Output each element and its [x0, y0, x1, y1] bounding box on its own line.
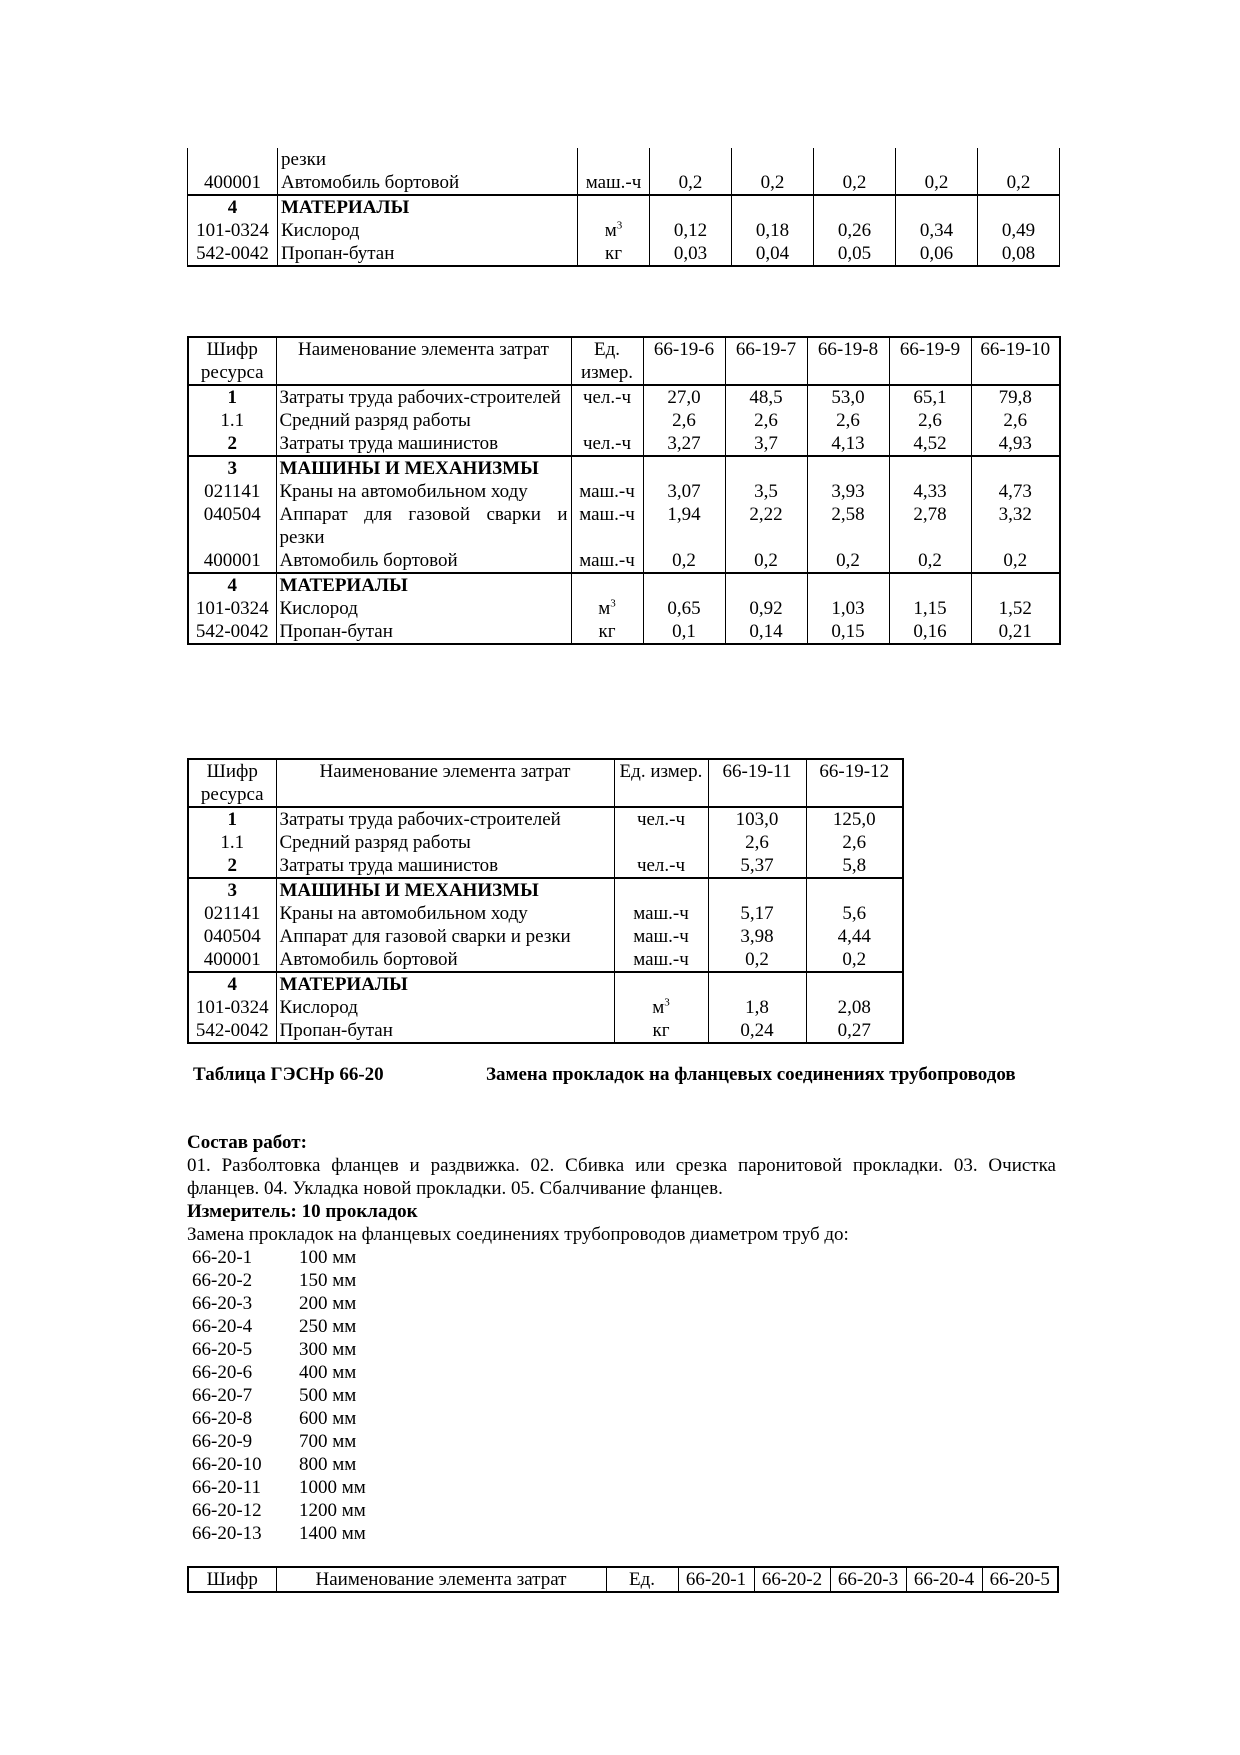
- code-list-item: 66-20-11 1000 мм: [192, 1477, 366, 1498]
- cell-value: 27,0: [643, 385, 725, 409]
- cell-value: 0,26: [814, 219, 896, 242]
- cell-value: 2,6: [807, 409, 889, 432]
- cell-value: 0,2: [725, 549, 807, 573]
- cell-name: Затраты труда машинистов: [276, 432, 571, 456]
- cell-unit: маш.-ч: [614, 902, 708, 925]
- cell-value: 2,6: [971, 409, 1060, 432]
- col-header-name: Наименование элемента затрат: [276, 337, 571, 385]
- col-header-rate: 66-19-6: [643, 337, 725, 385]
- cell-value: 2,6: [643, 409, 725, 432]
- table-row: [188, 620, 1060, 644]
- cell-unit: маш.-ч: [614, 948, 708, 972]
- cell-value: 0,2: [807, 549, 889, 573]
- cell-code: 1: [188, 385, 276, 409]
- code-list-item: 66-20-4 250 мм: [192, 1316, 357, 1337]
- cell-name: Затраты труда рабочих-строителей: [276, 385, 571, 409]
- table-row: [188, 1019, 903, 1043]
- col-header-name: Наименование элемента затрат: [276, 759, 614, 807]
- cell-name: Аппарат для газовой сварки и резки: [276, 503, 571, 549]
- cell-value: 0,24: [708, 1019, 806, 1043]
- table-66-19-11-12: [187, 758, 904, 1044]
- cell-name: Краны на автомобильном ходу: [276, 902, 614, 925]
- cell-name: Кислород: [278, 219, 578, 242]
- col-header-rate: 66-19-9: [889, 337, 971, 385]
- cell-code: 021141: [188, 902, 276, 925]
- cell-name: Средний разряд работы: [276, 831, 614, 854]
- table-66-19-cont: [187, 148, 1060, 267]
- cell-code: 400001: [188, 549, 276, 573]
- cell-unit: маш.-ч: [571, 549, 643, 573]
- cell-value: 0,2: [814, 171, 896, 195]
- table-header-row: [188, 759, 903, 807]
- table-row: [188, 925, 903, 948]
- cell-unit: [614, 831, 708, 854]
- col-header-code: Шифр ресурса: [188, 337, 276, 385]
- cell-name: Автомобиль бортовой: [276, 948, 614, 972]
- cell-value: 0,08: [978, 242, 1060, 266]
- code-list: [192, 1246, 366, 1545]
- code-list-item: 66-20-13 1400 мм: [192, 1523, 366, 1544]
- cell-name: резки: [278, 148, 578, 171]
- cell-value: 4,44: [806, 925, 903, 948]
- col-header-rate: 66-19-11: [708, 759, 806, 807]
- table-row: [188, 171, 1060, 195]
- cell-value: 0,12: [650, 219, 732, 242]
- code-list-item: 66-20-3 200 мм: [192, 1293, 357, 1314]
- cell-value: 4,93: [971, 432, 1060, 456]
- cell-value: 2,6: [889, 409, 971, 432]
- cell-unit: $м^3$: [571, 597, 643, 620]
- col-header-unit: Ед.: [606, 1567, 678, 1592]
- cell-value: 125,0: [806, 807, 903, 831]
- table-66-19-6-10: [187, 336, 1061, 645]
- cell-name: Затраты труда машинистов: [276, 854, 614, 878]
- section-title: МАТЕРИАЛЫ: [276, 972, 614, 996]
- col-header-rate: 66-19-7: [725, 337, 807, 385]
- section-number: 4: [188, 972, 276, 996]
- code-list-item: 66-20-5 300 мм: [192, 1339, 357, 1360]
- cell-value: 1,15: [889, 597, 971, 620]
- cell-name: Средний разряд работы: [276, 409, 571, 432]
- table-row: [188, 480, 1060, 503]
- cell-code: 101-0324: [188, 996, 276, 1019]
- section-number: 4: [188, 195, 278, 219]
- cell-value: 1,52: [971, 597, 1060, 620]
- cell-value: 0,2: [978, 171, 1060, 195]
- cell-code: 542-0042: [188, 620, 276, 644]
- cell-code: 2: [188, 432, 276, 456]
- cell-unit: маш.-ч: [571, 480, 643, 503]
- table-row: [188, 148, 1060, 171]
- table-row: [188, 854, 903, 878]
- cell-unit: $м^3$: [614, 996, 708, 1019]
- cell-code: 400001: [188, 948, 276, 972]
- table-66-20-header: [187, 1566, 1059, 1593]
- cell-code: 400001: [188, 171, 278, 195]
- cell-code: 101-0324: [188, 219, 278, 242]
- cell-value: 5,8: [806, 854, 903, 878]
- cell-value: 65,1: [889, 385, 971, 409]
- cell-value: 3,5: [725, 480, 807, 503]
- section-title: МАТЕРИАЛЫ: [276, 573, 571, 597]
- cell-value: 0,2: [896, 171, 978, 195]
- col-header-code: Шифр ресурса: [188, 759, 276, 807]
- cell-value: 0,15: [807, 620, 889, 644]
- col-header-rate: 66-20-2: [754, 1567, 830, 1592]
- cell-value: 0,2: [650, 171, 732, 195]
- section-row: [188, 573, 1060, 597]
- cell-code: 2: [188, 854, 276, 878]
- code-list-item: 66-20-8 600 мм: [192, 1408, 357, 1429]
- table-label: Таблица ГЭСНр 66-20: [193, 1064, 384, 1085]
- cell-value: 0,92: [725, 597, 807, 620]
- cell-code: 040504: [188, 503, 276, 549]
- cell-value: 0,49: [978, 219, 1060, 242]
- cell-unit: кг: [571, 620, 643, 644]
- cell-value: 2,08: [806, 996, 903, 1019]
- section-title: МАШИНЫ И МЕХАНИЗМЫ: [276, 456, 571, 480]
- col-header-rate: 66-19-12: [806, 759, 903, 807]
- cell-value: 0,65: [643, 597, 725, 620]
- cell-value: 0,14: [725, 620, 807, 644]
- cell-code: 1.1: [188, 831, 276, 854]
- code-list-item: 66-20-7 500 мм: [192, 1385, 357, 1406]
- cell-value: 0,2: [889, 549, 971, 573]
- cell-value: 5,17: [708, 902, 806, 925]
- table-row: [188, 996, 903, 1019]
- cell-name: Кислород: [276, 597, 571, 620]
- cell-value: 0,03: [650, 242, 732, 266]
- cell-name: Аппарат для газовой сварки и резки: [276, 925, 614, 948]
- composition-heading: Состав работ:: [187, 1132, 307, 1153]
- cell-value: 4,13: [807, 432, 889, 456]
- cell-unit: чел.-ч: [614, 807, 708, 831]
- cell-value: 3,93: [807, 480, 889, 503]
- cell-code: 101-0324: [188, 597, 276, 620]
- col-header-unit: Ед. измер.: [571, 337, 643, 385]
- table-row: [188, 432, 1060, 456]
- intro-text: Замена прокладок на фланцевых соединениях трубопроводов диаметром труб до:: [187, 1224, 849, 1245]
- cell-value: 0,21: [971, 620, 1060, 644]
- cell-value: 0,18: [732, 219, 814, 242]
- section-title: МАШИНЫ И МЕХАНИЗМЫ: [276, 878, 614, 902]
- cell-unit: чел.-ч: [614, 854, 708, 878]
- table-row: [188, 219, 1060, 242]
- cell-value: 2,6: [806, 831, 903, 854]
- cell-value: 3,32: [971, 503, 1060, 549]
- cell-name: Автомобиль бортовой: [276, 549, 571, 573]
- cell-value: 1,94: [643, 503, 725, 549]
- table-row: [188, 503, 1060, 549]
- col-header-unit: Ед. измер.: [614, 759, 708, 807]
- cell-name: Автомобиль бортовой: [278, 171, 578, 195]
- cell-unit: чел.-ч: [571, 385, 643, 409]
- cell-unit: маш.-ч: [571, 503, 643, 549]
- cell-code: 021141: [188, 480, 276, 503]
- cell-value: 0,2: [971, 549, 1060, 573]
- code-list-item: 66-20-2 150 мм: [192, 1270, 357, 1291]
- table-row: [188, 242, 1060, 266]
- cell-name: Краны на автомобильном ходу: [276, 480, 571, 503]
- cell-value: 0,06: [896, 242, 978, 266]
- cell-value: 5,37: [708, 854, 806, 878]
- col-header-rate: 66-20-3: [830, 1567, 906, 1592]
- cell-code: 1.1: [188, 409, 276, 432]
- section-row: [188, 878, 903, 902]
- cell-name: Кислород: [276, 996, 614, 1019]
- table-row: [188, 807, 903, 831]
- section-row: [188, 972, 903, 996]
- table-row: [188, 409, 1060, 432]
- section-number: 3: [188, 456, 276, 480]
- col-header-rate: 66-20-5: [982, 1567, 1058, 1592]
- table-row: [188, 597, 1060, 620]
- cell-value: 0,27: [806, 1019, 903, 1043]
- cell-value: 0,04: [732, 242, 814, 266]
- table-row: [188, 385, 1060, 409]
- cell-value: 3,27: [643, 432, 725, 456]
- cell-code: 542-0042: [188, 1019, 276, 1043]
- cell-value: 4,33: [889, 480, 971, 503]
- cell-value: 5,6: [806, 902, 903, 925]
- col-header-code: Шифр: [188, 1567, 276, 1592]
- meter-label: Измеритель: 10 прокладок: [187, 1201, 418, 1222]
- cell-name: Пропан-бутан: [276, 620, 571, 644]
- cell-code: 1: [188, 807, 276, 831]
- table-row: [188, 948, 903, 972]
- cell-code: 542-0042: [188, 242, 278, 266]
- cell-unit: [571, 409, 643, 432]
- cell-value: 3,07: [643, 480, 725, 503]
- cell-value: 0,2: [806, 948, 903, 972]
- section-row: [188, 195, 1060, 219]
- cell-value: 48,5: [725, 385, 807, 409]
- cell-value: 2,22: [725, 503, 807, 549]
- cell-name: Пропан-бутан: [278, 242, 578, 266]
- table-header-row: [188, 337, 1060, 385]
- code-list-item: 66-20-6 400 мм: [192, 1362, 357, 1383]
- table-header-row: [188, 1567, 1058, 1592]
- code-list-item: 66-20-9 700 мм: [192, 1431, 357, 1452]
- table-row: [188, 549, 1060, 573]
- cell-unit: маш.-ч: [578, 171, 650, 195]
- cell-unit: маш.-ч: [614, 925, 708, 948]
- cell-value: 1,8: [708, 996, 806, 1019]
- cell-unit: чел.-ч: [571, 432, 643, 456]
- cell-value: 0,16: [889, 620, 971, 644]
- cell-unit: кг: [614, 1019, 708, 1043]
- cell-value: 2,6: [708, 831, 806, 854]
- table-row: [188, 902, 903, 925]
- table-row: [188, 831, 903, 854]
- cell-value: 2,6: [725, 409, 807, 432]
- section-number: 3: [188, 878, 276, 902]
- col-header-rate: 66-20-4: [906, 1567, 982, 1592]
- section-row: [188, 456, 1060, 480]
- col-header-rate: 66-19-8: [807, 337, 889, 385]
- section-title: МАТЕРИАЛЫ: [278, 195, 578, 219]
- cell-value: 2,58: [807, 503, 889, 549]
- cell-code: 040504: [188, 925, 276, 948]
- cell-name: Затраты труда рабочих-строителей: [276, 807, 614, 831]
- code-list-item: 66-20-10 800 мм: [192, 1454, 357, 1475]
- cell-value: 0,2: [732, 171, 814, 195]
- col-header-rate: 66-20-1: [678, 1567, 754, 1592]
- cell-value: 53,0: [807, 385, 889, 409]
- cell-value: 4,73: [971, 480, 1060, 503]
- cell-unit: кг: [578, 242, 650, 266]
- cell-value: 4,52: [889, 432, 971, 456]
- cell-value: 3,98: [708, 925, 806, 948]
- code-list-item: 66-20-1 100 мм: [192, 1247, 357, 1268]
- cell-value: 0,2: [643, 549, 725, 573]
- cell-value: 3,7: [725, 432, 807, 456]
- cell-value: 0,1: [643, 620, 725, 644]
- cell-name: Пропан-бутан: [276, 1019, 614, 1043]
- cell-value: 0,2: [708, 948, 806, 972]
- cell-value: 0,34: [896, 219, 978, 242]
- section-number: 4: [188, 573, 276, 597]
- cell-value: 2,78: [889, 503, 971, 549]
- section-title: Замена прокладок на фланцевых соединениях трубопроводов: [486, 1064, 1016, 1085]
- cell-unit: $м^3$: [578, 219, 650, 242]
- composition-text: 01. Разболтовка фланцев и раздвижка. 02. Сбивка или срезка паронитовой прокладки. 03. Очистка фланцев. 04. Укладка новой прокладки. 05. Сбалчивание фланцев.: [187, 1155, 1056, 1199]
- cell-value: 1,03: [807, 597, 889, 620]
- col-header-rate: 66-19-10: [971, 337, 1060, 385]
- code-list-item: 66-20-12 1200 мм: [192, 1500, 366, 1521]
- cell-value: 103,0: [708, 807, 806, 831]
- cell-value: 79,8: [971, 385, 1060, 409]
- col-header-name: Наименование элемента затрат: [276, 1567, 606, 1592]
- cell-value: 0,05: [814, 242, 896, 266]
